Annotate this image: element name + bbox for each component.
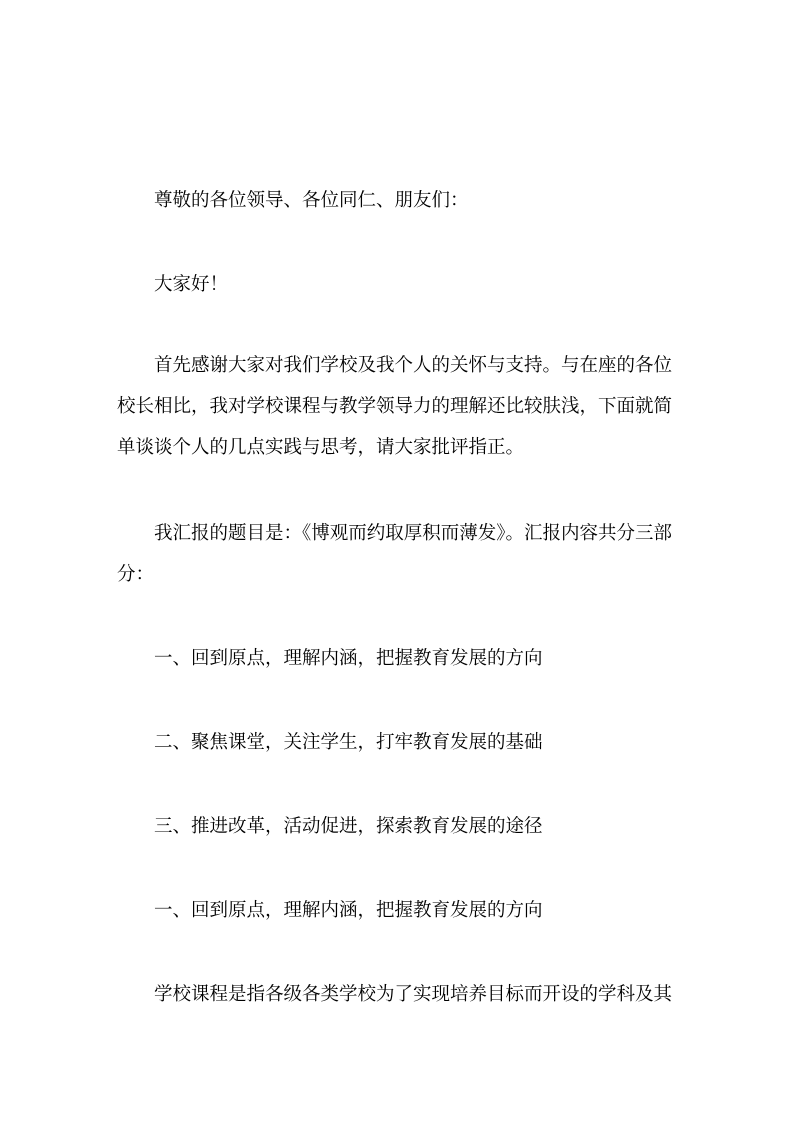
paragraph-line: 分： [117, 564, 155, 585]
paragraph-line: 三、推进改革，活动促进，探索教育发展的途径 [154, 816, 543, 837]
section-heading-1 [117, 895, 685, 926]
outline-item-3 [117, 811, 685, 842]
paragraph-line: 我汇报的题目是：《博观而约取厚积而薄发》。汇报内容共分三部 [154, 523, 673, 544]
paragraph-line: 校长相比，我对学校课程与教学领导力的理解还比较肤浅，下面就简 [117, 396, 673, 417]
paragraph-curriculum [117, 979, 685, 1010]
paragraph-line: 大家好！ [154, 274, 229, 295]
paragraph-report-title [117, 518, 685, 590]
paragraph-salutation [117, 185, 685, 216]
paragraph-line: 学校课程是指各级各类学校为了实现培养目标而开设的学科及其 [154, 984, 673, 1005]
paragraph-intro [117, 350, 685, 463]
paragraph-line: 首先感谢大家对我们学校及我个人的关怀与支持。与在座的各位 [154, 355, 673, 376]
paragraph-line: 尊敬的各位领导、各位同仁、朋友们： [154, 190, 469, 211]
paragraph-greeting [117, 269, 685, 300]
paragraph-line: 二、聚焦课堂，关注学生，打牢教育发展的基础 [154, 732, 543, 753]
paragraph-line: 一、回到原点，理解内涵，把握教育发展的方向 [154, 648, 543, 669]
outline-item-1 [117, 643, 685, 674]
paragraph-line: 一、回到原点，理解内涵，把握教育发展的方向 [154, 900, 543, 921]
paragraph-line: 单谈谈个人的几点实践与思考，请大家批评指正。 [117, 437, 525, 458]
outline-item-2 [117, 727, 685, 758]
